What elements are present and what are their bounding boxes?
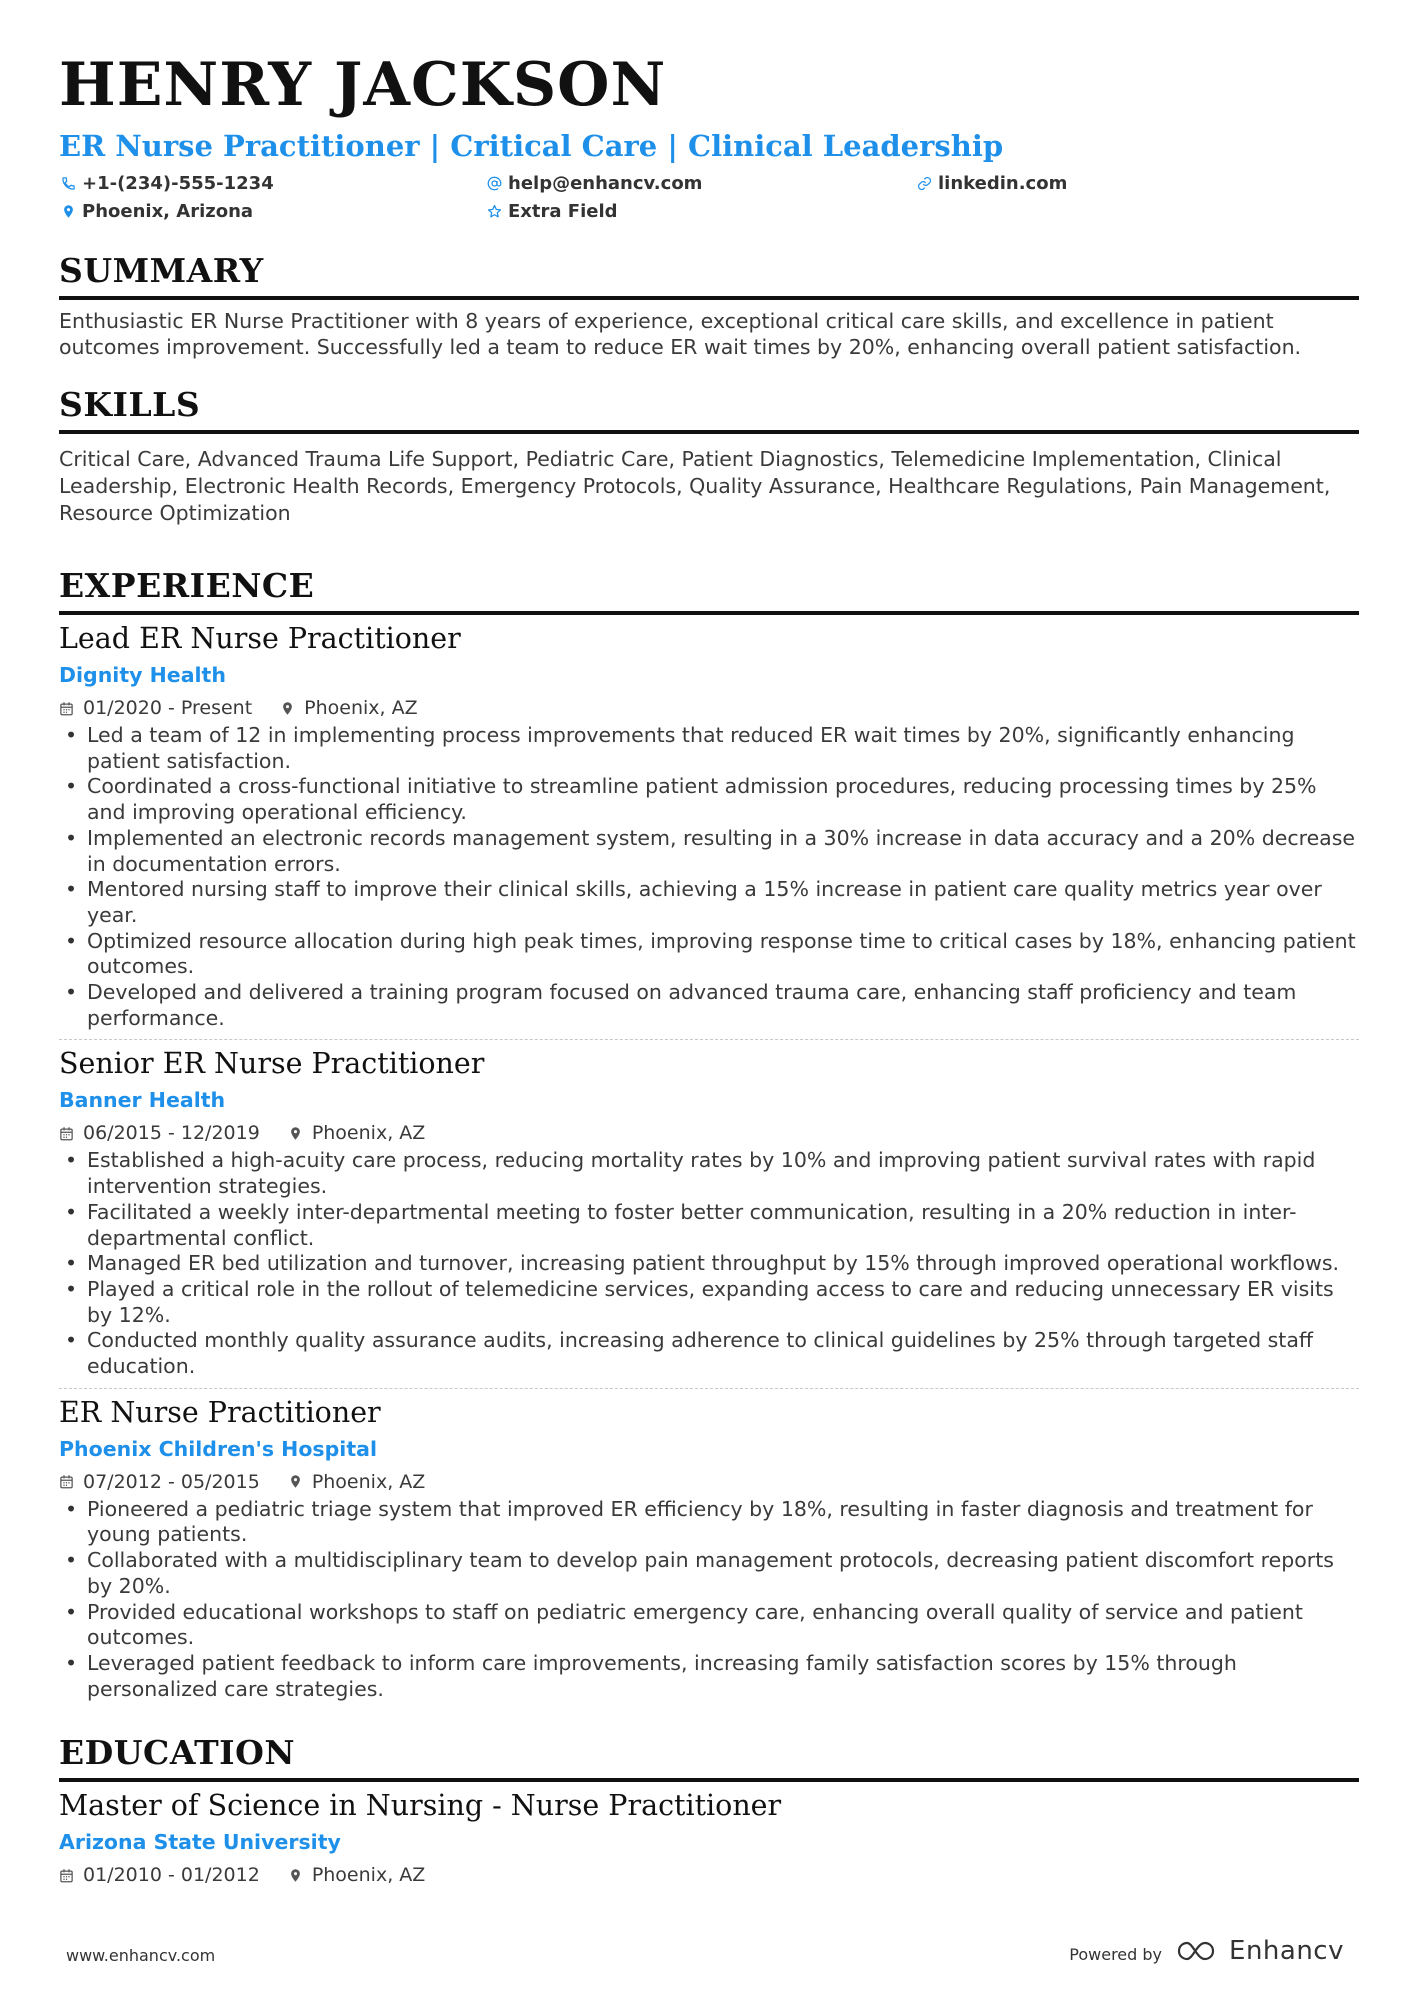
bullet-item: • Mentored nursing staff to improve their clinical skills, achieving a 15% increase in patient care quality metrics year over year. [87,877,1359,928]
bullet-item: • Led a team of 12 in implementing process improvements that reduced ER wait times by 20%, significantly enhancing patient satisfaction. [87,723,1359,774]
map-pin-icon [288,1474,303,1489]
bullet-item: • Developed and delivered a training program focused on advanced trauma care, enhancing staff proficiency and team performance. [87,980,1359,1031]
contact-info [59,170,1359,228]
bullet-item: • Established a high-acuity care process, reducing mortality rates by 10% and improving patient survival rates with rapid intervention strategies. [87,1148,1359,1199]
school-name[interactable]: Arizona State University [59,1830,341,1855]
skills-section [59,384,1359,527]
job-meta [59,1118,1359,1148]
summary-section [59,250,1359,360]
at-icon [487,176,502,191]
bullet-item: • Optimized resource allocation during high peak times, improving response time to critical cases by 18%, enhancing patient outcomes. [87,929,1359,980]
map-pin-icon [288,1868,303,1883]
resume-page [59,44,1359,1890]
job-location: Phoenix, AZ [311,1470,426,1493]
job-location: Phoenix, AZ [311,1122,426,1145]
calendar-icon [59,1474,74,1489]
job-location: Phoenix, AZ [304,697,418,719]
bullet-item: • Facilitated a weekly inter-departmental meeting to foster better communication, resulting in a 20% reduction in inter-departmental conflict. [87,1200,1359,1251]
company-name[interactable]: Phoenix Children's Hospital [59,1436,377,1461]
job-meta [59,1467,1359,1497]
contact-extra [487,198,618,224]
phone-text: +1-(234)-555-1234 [82,172,274,194]
footer-powered-by: Powered by [1069,1945,1162,1964]
skills-text: Critical Care, Advanced Trauma Life Support, Pediatric Care, Patient Diagnostics, Telemedicine Implementation, Clinical Leadership, Electronic Health Records, Emergency Protocols, Quality Assurance, Healthcare Regulations, Pain Management, Resource Optimization [59,447,1331,525]
contact-phone[interactable] [61,170,274,196]
enhancv-logo[interactable] [1175,1936,1344,1966]
job-bullets [59,1148,1359,1379]
enhancv-infinity-icon [1175,1939,1219,1963]
bullet-item: • Leveraged patient feedback to inform care improvements, increasing family satisfaction scores by 15% through personalized care strategies. [87,1651,1359,1702]
entry-divider [59,1388,1359,1389]
candidate-headline: ER Nurse Practitioner | Critical Care | Clinical Leadership [59,129,1004,163]
bullet-item: • Provided educational workshops to staff on pediatric emergency care, enhancing overall quality of service and patient outcomes. [87,1600,1359,1651]
bullet-item: • Pioneered a pediatric triage system that improved ER efficiency by 18%, resulting in faster diagnosis and treatment for young patients. [87,1497,1359,1548]
education-heading: EDUCATION [59,1732,1359,1782]
map-pin-icon [288,1126,303,1141]
job-dates: 07/2012 - 05/2015 [83,1470,260,1493]
summary-heading: SUMMARY [59,250,1359,300]
footer-website-link[interactable]: www.enhancv.com [66,1946,216,1965]
candidate-name: HENRY JACKSON [59,50,667,120]
degree-title: Master of Science in Nursing - Nurse Practitioner [59,1789,782,1823]
entry-divider [59,1039,1359,1040]
job-meta [59,693,1359,723]
location-text: Phoenix, Arizona [82,200,254,222]
calendar-icon [59,1868,74,1883]
map-pin-icon [280,701,295,716]
bullet-item: • Managed ER bed utilization and turnover, increasing patient throughput by 15% through improved operational workflows. [87,1251,1359,1277]
experience-section [59,565,1359,1702]
bullet-item: • Coordinated a cross-functional initiative to streamline patient admission procedures, reducing processing times by 25% and improving operational efficiency. [87,774,1359,825]
job-title: Senior ER Nurse Practitioner [59,1047,485,1081]
job-bullets [59,723,1359,1031]
company-name[interactable]: Banner Health [59,1088,226,1113]
job-dates: 01/2020 - Present [83,697,253,719]
education-entry [59,1782,1359,1890]
star-icon [487,204,502,219]
skills-heading: SKILLS [59,384,1359,434]
phone-icon [61,176,76,191]
job-title: Lead ER Nurse Practitioner [59,622,461,655]
summary-text: Enthusiastic ER Nurse Practitioner with 8 years of experience, exceptional critical care skills, and excellence in patient outcomes improvement. Successfully led a team to reduce ER wait times by 20%, enhancing overall patient satisfaction. [59,309,1302,359]
contact-location [61,198,253,224]
bullet-item: • Collaborated with a multidisciplinary team to develop pain management protocols, decreasing patient discomfort reports by 20%. [87,1548,1359,1599]
calendar-icon [59,701,74,716]
experience-entry [59,615,1359,1031]
experience-entry [59,1046,1359,1379]
job-title: ER Nurse Practitioner [59,1395,381,1429]
link-icon [917,176,932,191]
bullet-item: • Conducted monthly quality assurance audits, increasing adherence to clinical guidelines by 25% through targeted staff education. [87,1328,1359,1379]
company-name[interactable]: Dignity Health [59,663,226,687]
experience-entry [59,1395,1359,1703]
footer-brand-text: Enhancv [1229,1936,1344,1966]
email-text: help@enhancv.com [508,172,703,194]
extra-text: Extra Field [508,200,618,222]
page-footer [66,1936,1344,1976]
education-meta [59,1860,1359,1890]
education-location: Phoenix, AZ [311,1864,426,1887]
contact-linkedin[interactable] [917,170,1067,196]
education-section [59,1732,1359,1890]
bullet-item: • Implemented an electronic records management system, resulting in a 30% increase in data accuracy and a 20% decrease in documentation errors. [87,826,1359,877]
contact-email[interactable] [487,170,702,196]
linkedin-text: linkedin.com [938,172,1068,194]
calendar-icon [59,1126,74,1141]
education-dates: 01/2010 - 01/2012 [83,1864,260,1887]
experience-heading: EXPERIENCE [59,565,1359,615]
job-bullets [59,1497,1359,1703]
job-dates: 06/2015 - 12/2019 [83,1122,260,1145]
map-pin-icon [61,204,76,219]
bullet-item: • Played a critical role in the rollout of telemedicine services, expanding access to care and reducing unnecessary ER visits by 12%. [87,1277,1359,1328]
